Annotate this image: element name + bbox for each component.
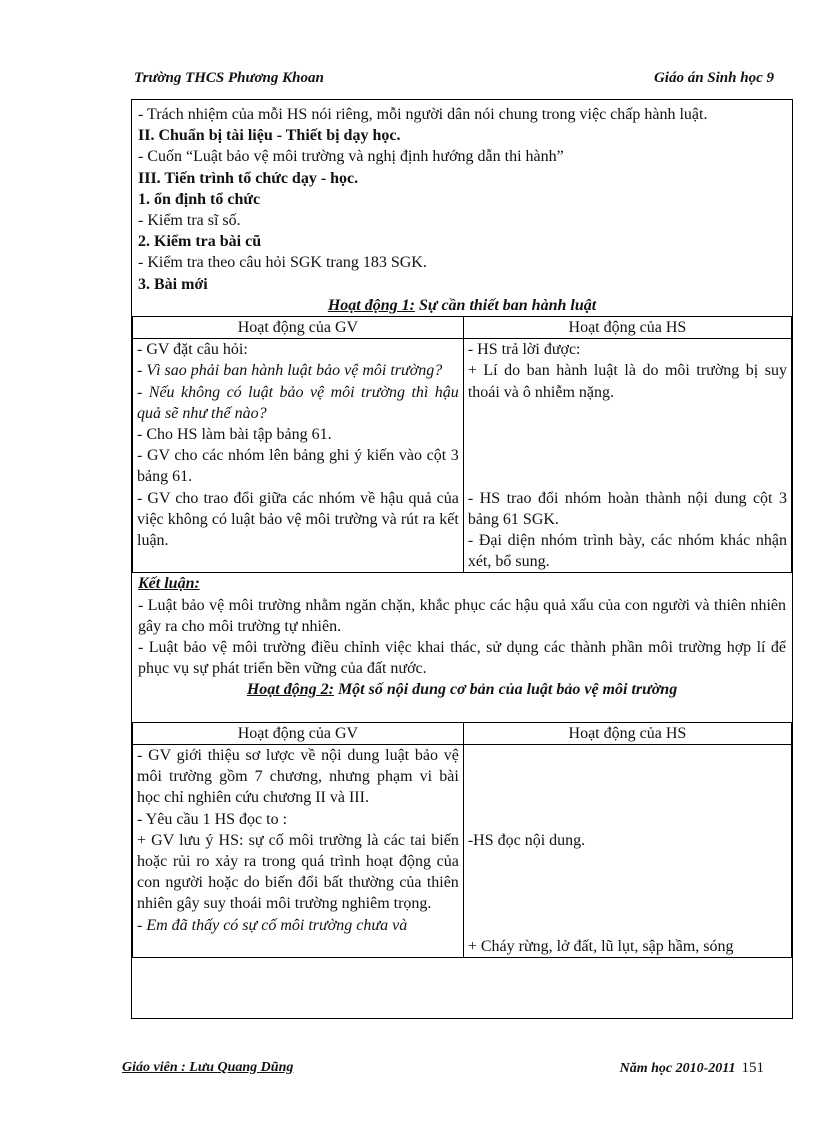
responsibility-text: - Trách nhiệm của mỗi HS nói riêng, mỗi người dân nói chung trong việc chấp hành luật. [138,106,708,123]
hs-item: + Cháy rừng, lở đất, lũ lụt, sập hầm, sóng [467,937,734,955]
gv-item: + GV lưu ý HS: sự cố môi trường là các tai biến hoặc rủi ro xảy ra trong quá trình hoạt động của con người hoặc do biến đổi bất thường của thiên nhiên gây suy thoái môi trường nghiêm trọng. [137,831,459,913]
gv-item: - GV cho trao đổi giữa các nhóm về hậu quả của việc không có luật bảo vệ môi trường và rút ra kết luận. [137,489,459,550]
activity-2-table-wrap [132,722,792,958]
page-number: 151 [741,1060,764,1076]
spacer [138,701,786,722]
hs-item: + Lí do ban hành luật là do môi trường bị suy thoái và ô nhiễm nặng. [467,362,787,401]
gv-item: - GV giới thiệu sơ lược về nội dung luật bảo vệ môi trường gồm 7 chương, nhưng phạm vi bài học chỉ nghiên cứu chương II và III. [137,747,459,807]
content [132,100,792,958]
section-2-heading: II. Chuẩn bị tài liệu - Thiết bị dạy học. [138,127,401,145]
spacer [468,403,787,488]
activity-2-row [133,745,792,958]
header-school: Trường THCS Phương Khoan [134,70,324,86]
spacer [468,745,787,830]
activity-1-table-wrap [132,316,792,573]
activity-2-title-text: Một số nội dung cơ bản của luật bảo vệ môi trường [333,681,678,699]
footer-year-wrap [620,1060,764,1077]
conclusion-label: Kết luận: [138,575,200,593]
gv-item: - Vì sao phải ban hành luật bảo vệ môi trường? [137,362,443,380]
activity-1-header-row [133,317,792,339]
step-2-item: - Kiểm tra theo câu hỏi SGK trang 183 SGK. [138,254,427,272]
activity-2-hs-cell [463,745,791,958]
activity-1-table [132,316,792,573]
page-frame [131,99,793,1019]
materials-text: - Cuốn “Luật bảo vệ môi trường và nghị định hướng dẫn thi hành” [138,148,564,166]
hs-item: - HS trả lời được: [467,341,581,359]
step-1-heading: 1. ổn định tổ chức [138,190,261,208]
hs-item: - HS trao đổi nhóm hoàn thành nội dung cột 3 bảng 61 SGK. [467,489,787,528]
step-2-heading: 2. Kiểm tra bài cũ [138,233,262,251]
footer-year: Năm học 2010-2011 [619,1061,736,1076]
activity-2-label: Hoạt động 2: [246,681,334,699]
activity-1-col-gv: Hoạt động của GV [133,317,464,339]
activity-1-title [138,295,786,316]
activity-1-col-hs: Hoạt động của HS [463,317,791,339]
activity-1-label: Hoạt động 1: [327,296,415,314]
activity-1-hs-cell [463,339,791,573]
activity-2-title [138,679,786,700]
activity-1-gv-cell [133,339,464,573]
gv-item: - Cho HS làm bài tập bảng 61. [137,426,332,444]
step-3-heading: 3. Bài mới [138,275,208,293]
step-1-item: - Kiểm tra sĩ số. [138,212,241,230]
spacer [468,851,787,936]
conclusion-item: - Luật bảo vệ môi trường điều chỉnh việc khai thác, sử dụng các thành phần môi trường hợp lí để phục vụ sự phát triển bền vững của đất nước. [138,639,786,678]
hs-item: - Đại diện nhóm trình bày, các nhóm khác nhận xét, bổ sung. [467,532,787,571]
gv-item: - GV đặt câu hỏi: [137,341,248,359]
activity-1-title-text: Sự cần thiết ban hành luật [414,296,597,314]
conclusion-item: - Luật bảo vệ môi trường nhằm ngăn chặn, khắc phục các hậu quả xấu của con người và thiên nhiên gây ra cho môi trường tự nhiên. [138,596,786,635]
footer-teacher: Giáo viên : Lưu Quang Dũng [122,1060,294,1075]
activity-2-table [132,722,792,958]
gv-item: - Yêu cầu 1 HS đọc to : [137,810,288,828]
activity-2-col-hs: Hoạt động của HS [463,722,791,744]
activity-2-header-row [133,722,792,744]
header-subject: Giáo án Sinh học 9 [653,70,774,86]
gv-item: - Em đã thấy có sự cố môi trường chưa và [137,916,408,934]
activity-2-gv-cell [133,745,464,958]
conclusion-label-line [138,573,786,594]
hs-item: -HS đọc nội dung. [467,831,586,849]
activity-1-row [133,339,792,573]
gv-item: - GV cho các nhóm lên bảng ghi ý kiến vào cột 3 bảng 61. [137,447,459,486]
section-3-heading: III. Tiến trình tổ chức dạy - học. [138,169,359,187]
gv-item: - Nếu không có luật bảo vệ môi trường thì hậu quả sẽ như thế nào? [137,383,459,422]
activity-2-col-gv: Hoạt động của GV [133,722,464,744]
